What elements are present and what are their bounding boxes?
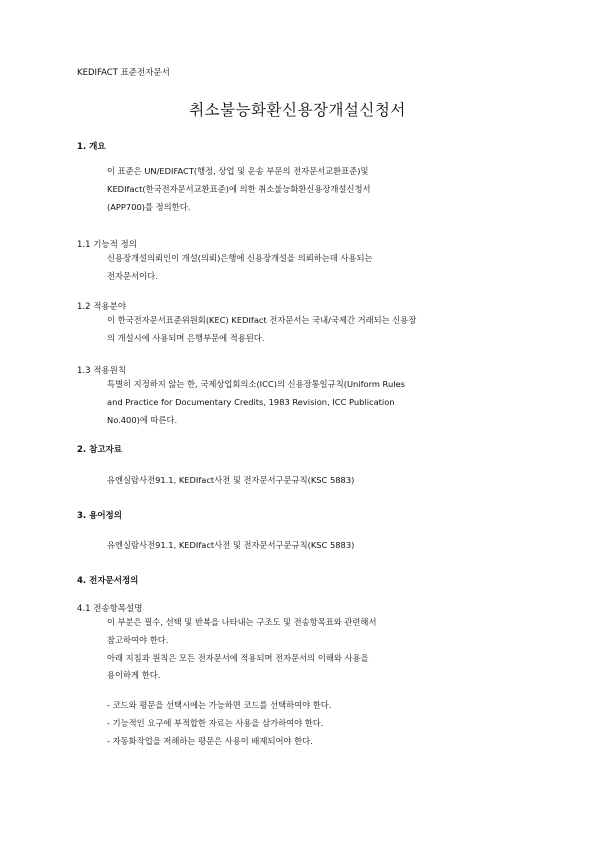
text-line: 신용장개설의뢰인이 개설(의뢰)은행에 신용장개설을 의뢰하는데 사용되는 bbox=[107, 253, 373, 263]
section-heading-principles: 1.3 적용원칙 bbox=[77, 366, 127, 376]
list-item: - 코드와 평문을 선택시에는 가능하면 코드를 선택하여야 한다. bbox=[107, 700, 332, 710]
text-line: 이 한국전자문서표준위원회(KEC) KEDIfact 전자문서는 국내/국제간 거래되는 신용장 bbox=[107, 315, 417, 325]
section-heading-message-definition: 4. 전자문서정의 bbox=[77, 576, 139, 586]
principles-paragraph bbox=[107, 376, 405, 429]
text-line: 유엔실람사전91.1, KEDIfact사전 및 전자문서구문규칙(KSC 5883) bbox=[107, 475, 355, 485]
section-heading-segment-description: 4.1 전송항목설명 bbox=[77, 604, 143, 614]
text-line: 이 표준은 UN/EDIFACT(행정, 상업 및 운송 부문의 전자문서교환표준)및 bbox=[107, 166, 369, 176]
section-heading-overview: 1. 개요 bbox=[77, 142, 106, 152]
segment-description-paragraph bbox=[107, 614, 376, 685]
text-line: 의 개설시에 사용되며 은행부문에 적용된다. bbox=[107, 332, 265, 343]
section-heading-scope: 1.2 적용분야 bbox=[77, 302, 127, 312]
text-line: 특별히 지정하지 않는 한, 국제상업회의소(ICC)의 신용장통일규칙(Uniform Rules bbox=[107, 379, 405, 389]
text-line: 이 부분은 필수, 선택 및 반복을 나타내는 구조도 및 전송항목표와 관련해서 bbox=[107, 617, 377, 627]
list-item: - 자동화작업을 저해하는 평문은 사용이 배제되어야 한다. bbox=[107, 735, 313, 746]
section-heading-terms: 3. 용어정의 bbox=[77, 511, 122, 521]
scope-paragraph bbox=[107, 312, 416, 348]
references-paragraph bbox=[107, 472, 354, 490]
terms-paragraph bbox=[107, 537, 354, 555]
text-line: 전자문서이다. bbox=[107, 270, 158, 281]
guideline-list bbox=[107, 697, 331, 750]
overview-paragraph bbox=[107, 163, 371, 216]
functional-definition-paragraph bbox=[107, 250, 373, 286]
text-line: 아래 지침과 원칙은 모든 전자문서에 적용되며 전자문서의 이해와 사용을 bbox=[107, 652, 369, 663]
page-title: 취소불능화환신용장개설신청서 bbox=[189, 101, 406, 119]
text-line: 참고하여야 한다. bbox=[107, 634, 169, 645]
text-line: No.400)에 따른다. bbox=[107, 414, 178, 425]
list-item: - 기능적인 요구에 부적합한 자료는 사용을 삼가하여야 한다. bbox=[107, 717, 324, 728]
text-line: 유엔실람사전91.1, KEDIfact사전 및 전자문서구문규칙(KSC 5883) bbox=[107, 540, 355, 550]
section-heading-functional-definition: 1.1 기능적 정의 bbox=[77, 240, 137, 250]
text-line: KEDIfact(한국전자문서교환표준)에 의한 취소불능화환신용장개설신청서 bbox=[107, 183, 371, 194]
text-line: and Practice for Documentary Credits, 1983 Revision, ICC Publication bbox=[107, 396, 395, 407]
text-line: 용이하게 한다. bbox=[107, 670, 161, 681]
document-header: KEDIFACT 표준전자문서 bbox=[77, 68, 170, 78]
text-line: (APP700)를 정의한다. bbox=[107, 201, 191, 212]
section-heading-references: 2. 참고자료 bbox=[77, 445, 122, 455]
